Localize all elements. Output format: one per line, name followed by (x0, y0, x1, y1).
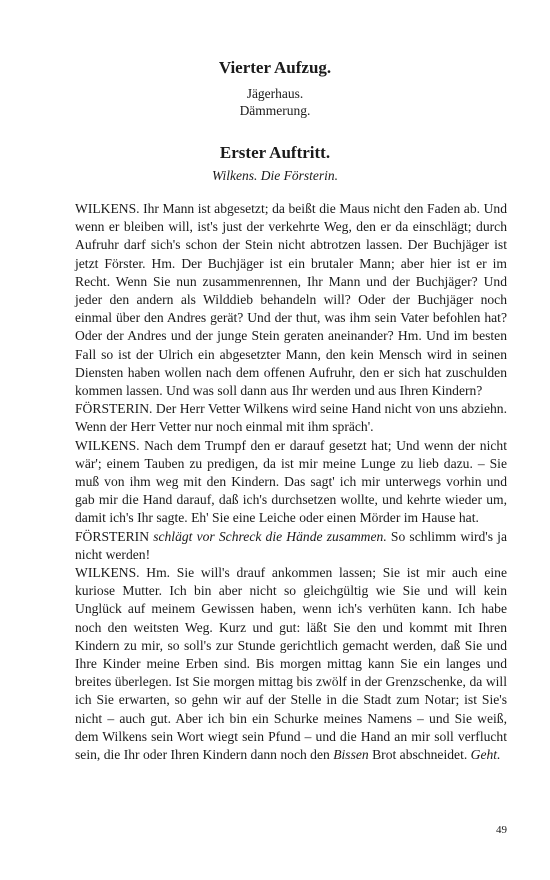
stage-setting-location: Jägerhaus. (246, 86, 304, 101)
stage-direction-exit: Geht. (470, 747, 501, 763)
stage-setting-time: Dämmerung. (239, 103, 311, 118)
speech-foersterin-2 (75, 528, 507, 564)
speech-wilkens-3 (75, 564, 507, 764)
speech-wilkens-2: WILKENS. Nach dem Trumpf den er darauf gesetzt hat; Und wenn der nicht wär'; einem Tauben zu predigen, da ist mir meine Lunge zu lieb dazu. – Sie muß von ihm weg mit den Kindern. Das sagt' ich mir unterwegs vorhin und gab mir die Hand darauf, daß ich's durchsetzen wollte, und kehrte wieder um, damit ich's Ihr sagte. Eh' Sie eine Leiche oder einen Mörder im Hause hat. (75, 437, 507, 526)
dialogue-text (75, 200, 507, 764)
emphasis-word: Bissen (333, 747, 369, 763)
speech-foersterin-1: FÖRSTERIN. Der Herr Vetter Wilkens wird seine Hand nicht von uns abziehn. Wenn der Herr Vetter nur noch einmal mit ihm spräch'. (75, 401, 507, 435)
speech-text: So schlimm wird's ja nicht werden! (75, 528, 507, 562)
scene-persons: Wilkens. Die Försterin. (212, 168, 338, 183)
act-title: Vierter Aufzug. (218, 58, 332, 77)
page-number: 49 (496, 824, 507, 836)
speech-text: WILKENS. Hm. Sie will's drauf ankommen lassen; Sie ist mir auch eine kuriose Mutter. Ich bin aber nicht so gleichgültig wie Sie und will kein Unglück auf meinem Gewissen haben, wenn ich's verhüten kann. Ich habe noch den weitsten Weg. Kurz und gut: läßt Sie den und kommt mit Ihren Kindern zu mir, so soll's zur Stunde gerichtlich gemacht werden, daß Sie und Ihre Kinder meine Erben sind. Bis morgen mittag kann Sie ein langes und breites überlegen. Ist Sie morgen mittag bis zwölf in der Grenzschenke, da will ich Sie erwarten, so gehn wir auf der Stelle in die Stadt zum Notar; ist Sie's nicht – auch gut. Aber ich bin ein Schurke meines Namens – und Sie weiß, dem Wilkens sein Wort wiegt sein Pfund – und die Hand an mir soll verflucht sein, die Ihr oder Ihren Kindern dann noch den (75, 565, 507, 763)
stage-direction: schlägt vor Schreck die Hände zusammen. (153, 528, 387, 544)
speech-text-end: Brot abschneidet. (372, 747, 468, 763)
scene-title: Erster Auftritt. (219, 143, 331, 162)
speech-wilkens-1: WILKENS. Ihr Mann ist abgesetzt; da beißt die Maus nicht den Faden ab. Und wenn er bleiben will, ist's just der verkehrte Weg, den er da einschlägt; durch Aufruhr darf sich's schon der Stein nicht abtrotzen lassen. Der Buchjäger ist jetzt Förster. Hm. Der Buchjäger ist ein brutaler Mann; aber hier ist er im Recht. Wenn Sie nun zusammenrennen, Ihr Mann und der Buchjäger? Und jeder den andern als Wilddieb behandeln will? Oder der Buchjäger noch einmal über den Andres gerät? Und der thut, was ihm sein Vater befohlen hat? Oder der Andres und der junge Stein geraten aneinander? Hm. Und im besten Fall so ist der Ulrich ein abgesetzter Mann, den kein Mensch wird in seinen Diensten haben wollen nach dem offenen Aufruhr, den er sich hat zuschulden kommen lassen. Und was soll dann aus Ihr werden und aus Ihren Kindern? (75, 201, 507, 399)
speaker-name: FÖRSTERIN (75, 528, 150, 544)
